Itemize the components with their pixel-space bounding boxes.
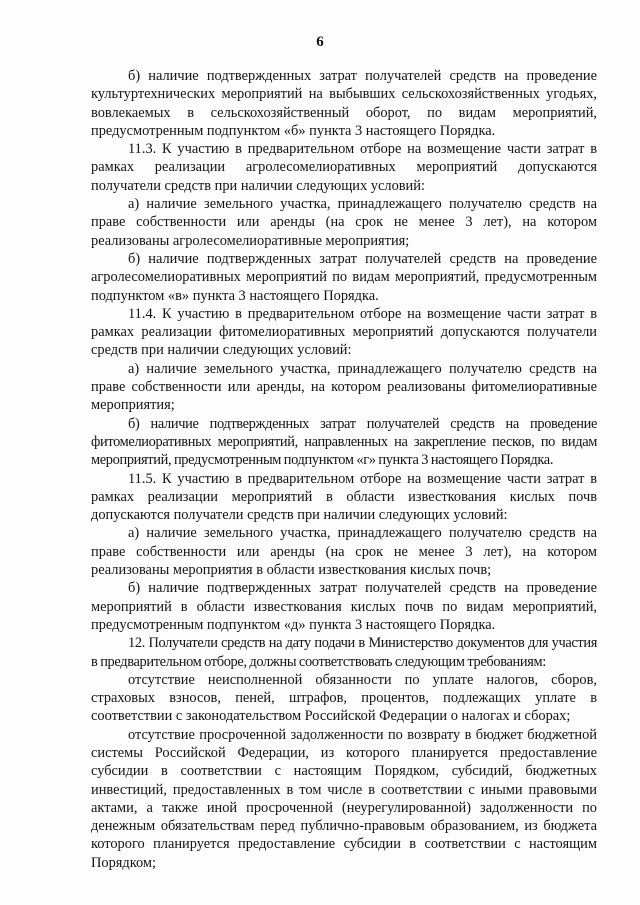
paragraph-11-4-b: б) наличие подтвержденных затрат получателей средств на проведение фитомелиоративных мероприятий, направленных на закрепление песков, по видам мероприятий, предусмотренным подпунктом «г» пункта 3 настоящего Порядка. — [91, 415, 597, 469]
paragraph-11-5: 11.5. К участию в предварительном отборе на возмещение части затрат в рамках реализации мероприятий в области известкования кислых почв допускаются получатели средств при наличии следующих условий: — [91, 470, 597, 524]
page-number: 6 — [316, 34, 324, 50]
paragraph-12-requirement-1: отсутствие неисполненной обязанности по уплате налогов, сборов, страховых взносов, пеней, штрафов, процентов, подлежащих уплате в соответствии с законодательством Российской Федерации о налогах и сборах; — [91, 671, 597, 725]
paragraph-11-5-a: а) наличие земельного участка, принадлежащего получателю средств на праве собственности или аренды (на срок не менее 3 лет), на котором реализованы мероприятия в области известкования кислых почв; — [91, 525, 597, 579]
paragraph-11-3-a: а) наличие земельного участка, принадлежащего получателю средств на праве собственности или аренды (на срок не менее 3 лет), на котором реализованы агролесомелиоративные мероприятия; — [91, 196, 597, 249]
paragraph-11-2-b: б) наличие подтвержденных затрат получателей средств на проведение культуртехнических мероприятий на выбывших сельскохозяйственных угодьях, вовлекаемых в сельскохозяйственный оборот, по видам мероприятий, предусмотренным подпунктом «б» пункта 3 настоящего Порядка. — [91, 68, 597, 139]
paragraph-12: 12. Получатели средств на дату подачи в Министерство документов для участия в предварительном отборе, должны соответствовать следующим требованиям: — [91, 635, 597, 670]
paragraph-11-5-b: б) наличие подтвержденных затрат получателей средств на проведение мероприятий в области известкования кислых почв по видам мероприятий, предусмотренным подпунктом «д» пункта 3 настоящего Порядка. — [91, 580, 597, 633]
paragraph-11-4: 11.4. К участию в предварительном отборе на возмещение части затрат в рамках реализации фитомелиоративных мероприятий допускаются получатели средств при наличии следующих условий: — [91, 305, 597, 359]
paragraph-11-3-b: б) наличие подтвержденных затрат получателей средств на проведение агролесомелиоративных мероприятий по видам мероприятий, предусмотренным подпунктом «в» пункта 3 настоящего Порядка. — [91, 250, 597, 304]
document-body — [91, 67, 597, 872]
paragraph-11-4-a: а) наличие земельного участка, принадлежащего получателю средств на праве собственности или аренды, на котором реализованы фитомелиоративные мероприятия; — [91, 360, 597, 414]
paragraph-12-requirement-2: отсутствие просроченной задолженности по возврату в бюджет бюджетной системы Российской Федерации, из которого планируется предоставление субсидии в соответствии с настоящим Порядком, субсидий, бюджетных инвестиций, предоставленных в том числе в соответствии с иными правовыми актами, а также иной просроченной (неурегулированной) задолженности по денежным обязательствам перед публично-правовым образованием, из бюджета которого планируется предоставление субсидии в соответствии с настоящим Порядком; — [91, 726, 597, 871]
paragraph-11-3: 11.3. К участию в предварительном отборе на возмещение части затрат в рамках реализации агролесомелиоративных мероприятий допускаются получатели средств при наличии следующих условий: — [91, 141, 597, 194]
